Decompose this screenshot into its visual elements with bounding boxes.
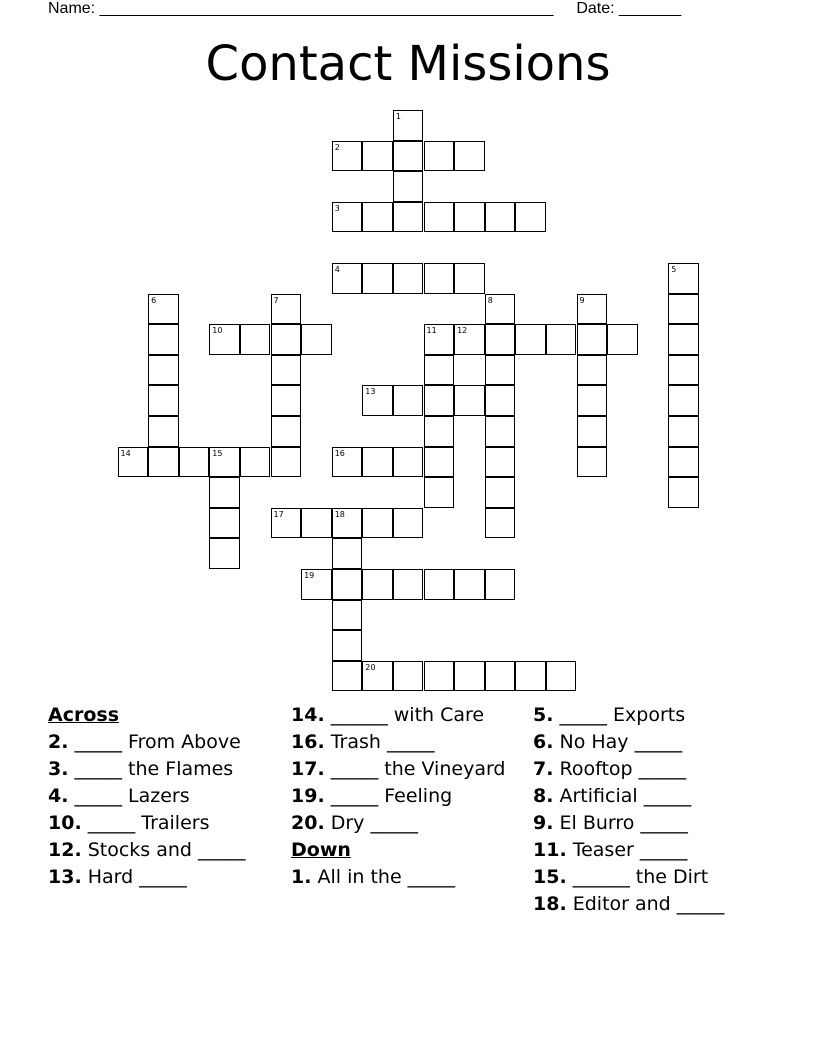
grid-cell[interactable] — [515, 661, 546, 692]
grid-cell[interactable] — [485, 508, 516, 539]
clue-across-14: 14. ______ with Care — [291, 704, 485, 726]
clue-down-9: 9. El Burro _____ — [533, 812, 688, 834]
grid-cell[interactable] — [546, 661, 577, 692]
grid-cell[interactable] — [424, 569, 455, 600]
name-blank[interactable]: ___________________________________________________ — [99, 0, 554, 17]
grid-cell[interactable] — [148, 416, 179, 447]
clue-down-7: 7. Rooftop _____ — [533, 758, 687, 780]
grid-cell[interactable] — [393, 263, 424, 294]
grid-cell[interactable] — [362, 202, 393, 233]
grid-cell[interactable] — [301, 569, 332, 600]
grid-cell[interactable] — [454, 661, 485, 692]
grid-cell[interactable] — [209, 538, 240, 569]
grid-cell[interactable] — [424, 355, 455, 386]
grid-cell[interactable] — [668, 477, 699, 508]
grid-cell[interactable] — [454, 569, 485, 600]
grid-cell[interactable] — [301, 508, 332, 539]
grid-cell[interactable] — [454, 202, 485, 233]
clue-number: 10 — [212, 326, 223, 336]
grid-cell[interactable] — [668, 263, 699, 294]
date-label: Date: — [576, 0, 615, 17]
clue-number: 20 — [365, 662, 376, 672]
grid-cell[interactable] — [332, 508, 363, 539]
grid-cell[interactable] — [424, 447, 455, 478]
grid-cell[interactable] — [515, 324, 546, 355]
grid-cell[interactable] — [393, 110, 424, 141]
grid-cell[interactable] — [668, 355, 699, 386]
grid-cell[interactable] — [424, 477, 455, 508]
grid-cell[interactable] — [271, 324, 302, 355]
down-heading: Down — [291, 839, 351, 861]
grid-cell[interactable] — [332, 661, 363, 692]
grid-cell[interactable] — [332, 630, 363, 661]
grid-cell[interactable] — [424, 141, 455, 172]
grid-cell[interactable] — [332, 202, 363, 233]
clue-down-8: 8. Artificial _____ — [533, 785, 692, 807]
grid-cell[interactable] — [577, 385, 608, 416]
grid-cell[interactable] — [209, 324, 240, 355]
grid-cell[interactable] — [332, 600, 363, 631]
grid-cell[interactable] — [271, 355, 302, 386]
grid-cell[interactable] — [485, 324, 516, 355]
clue-number: 15 — [212, 448, 223, 458]
grid-cell[interactable] — [485, 294, 516, 325]
page-title: Contact Missions — [205, 36, 611, 92]
grid-cell[interactable] — [424, 416, 455, 447]
grid-cell[interactable] — [485, 202, 516, 233]
clue-number: 16 — [334, 448, 345, 458]
grid-cell[interactable] — [240, 324, 271, 355]
clue-down-1: 1. All in the _____ — [291, 866, 456, 888]
grid-cell[interactable] — [393, 202, 424, 233]
grid-cell[interactable] — [607, 324, 638, 355]
grid-cell[interactable] — [424, 263, 455, 294]
grid-cell[interactable] — [271, 416, 302, 447]
clue-number: 13 — [365, 387, 376, 397]
grid-cell[interactable] — [332, 538, 363, 569]
grid-cell[interactable] — [271, 385, 302, 416]
grid-cell[interactable] — [424, 385, 455, 416]
grid-cell[interactable] — [332, 569, 363, 600]
grid-cell[interactable] — [393, 141, 424, 172]
grid-cell[interactable] — [148, 385, 179, 416]
grid-cell[interactable] — [454, 263, 485, 294]
grid-cell[interactable] — [424, 202, 455, 233]
clue-number: 5 — [671, 265, 677, 274]
grid-cell[interactable] — [577, 324, 608, 355]
clue-across-19: 19. _____ Feeling — [291, 785, 453, 807]
grid-cell[interactable] — [271, 294, 302, 325]
clue-down-11: 11. Teaser _____ — [533, 839, 688, 861]
grid-cell[interactable] — [668, 324, 699, 355]
across-heading: Across — [48, 704, 120, 726]
grid-cell[interactable] — [424, 661, 455, 692]
clues-column-1 — [48, 702, 273, 889]
grid-cell[interactable] — [485, 569, 516, 600]
grid-cell[interactable] — [301, 324, 332, 355]
grid-cell[interactable] — [454, 324, 485, 355]
grid-cell[interactable] — [209, 508, 240, 539]
grid-cell[interactable] — [362, 263, 393, 294]
grid-cell[interactable] — [485, 385, 516, 416]
grid-cell[interactable] — [424, 324, 455, 355]
grid-cell[interactable] — [485, 355, 516, 386]
grid-cell[interactable] — [332, 141, 363, 172]
grid-cell[interactable] — [148, 447, 179, 478]
clue-number: 12 — [457, 326, 468, 336]
grid-cell[interactable] — [393, 508, 424, 539]
grid-cell[interactable] — [240, 447, 271, 478]
clue-number: 4 — [334, 265, 340, 274]
clue-number: 11 — [426, 326, 437, 336]
grid-cell[interactable] — [668, 294, 699, 325]
clue-across-17: 17. _____ the Vineyard — [291, 758, 506, 780]
clue-down-5: 5. _____ Exports — [533, 704, 686, 726]
grid-cell[interactable] — [362, 569, 393, 600]
grid-cell[interactable] — [668, 416, 699, 447]
grid-cell[interactable] — [209, 447, 240, 478]
grid-cell[interactable] — [362, 141, 393, 172]
grid-cell[interactable] — [393, 569, 424, 600]
clue-across-4: 4. _____ Lazers — [48, 785, 190, 807]
grid-cell[interactable] — [485, 477, 516, 508]
clue-number: 18 — [334, 509, 345, 519]
grid-cell[interactable] — [577, 416, 608, 447]
date-blank[interactable]: _______ — [619, 0, 682, 17]
clue-number: 1 — [395, 112, 401, 121]
clue-down-18: 18. Editor and _____ — [533, 893, 725, 915]
grid-cell[interactable] — [485, 447, 516, 478]
grid-cell[interactable] — [179, 447, 210, 478]
clue-number: 19 — [304, 571, 315, 580]
clue-number: 9 — [579, 295, 585, 305]
clue-number: 2 — [334, 142, 340, 152]
clue-across-3: 3. _____ the Flames — [48, 758, 234, 780]
grid-cell[interactable] — [577, 447, 608, 478]
grid-cell[interactable] — [209, 477, 240, 508]
grid-cell[interactable] — [577, 294, 608, 325]
grid-cell[interactable] — [393, 385, 424, 416]
clue-number: 8 — [487, 295, 493, 305]
grid-cell[interactable] — [332, 447, 363, 478]
clue-number: 14 — [120, 448, 131, 458]
grid-cell[interactable] — [362, 661, 393, 692]
grid-cell[interactable] — [393, 661, 424, 692]
grid-cell[interactable] — [148, 355, 179, 386]
grid-cell[interactable] — [485, 661, 516, 692]
grid-cell[interactable] — [515, 202, 546, 233]
grid-cell[interactable] — [454, 385, 485, 416]
clue-across-2: 2. _____ From Above — [48, 731, 241, 753]
grid-cell[interactable] — [577, 355, 608, 386]
grid-cell[interactable] — [485, 416, 516, 447]
clues-column-2 — [291, 702, 516, 889]
grid-cell[interactable] — [332, 263, 363, 294]
grid-cell[interactable] — [393, 447, 424, 478]
grid-cell[interactable] — [118, 447, 149, 478]
grid-cell[interactable] — [148, 294, 179, 325]
grid-cell[interactable] — [668, 447, 699, 478]
grid-cell[interactable] — [362, 385, 393, 416]
grid-cell[interactable] — [454, 141, 485, 172]
name-label: Name: — [48, 0, 96, 17]
clue-across-10: 10. _____ Trailers — [48, 812, 210, 834]
clue-across-16: 16. Trash _____ — [291, 731, 435, 753]
grid-cell[interactable] — [271, 447, 302, 478]
clue-down-6: 6. No Hay _____ — [533, 731, 683, 753]
clue-number: 17 — [273, 509, 284, 519]
grid-cell[interactable] — [362, 447, 393, 478]
clue-across-12: 12. Stocks and _____ — [48, 839, 246, 861]
grid-cell[interactable] — [393, 171, 424, 202]
grid-cell[interactable] — [148, 324, 179, 355]
clues-column-3 — [533, 702, 773, 916]
grid-cell[interactable] — [668, 385, 699, 416]
clue-across-20: 20. Dry _____ — [291, 812, 418, 834]
clue-number: 6 — [151, 295, 157, 305]
grid-cell[interactable] — [362, 508, 393, 539]
grid-cell[interactable] — [546, 324, 577, 355]
clue-across-13: 13. Hard _____ — [48, 866, 187, 888]
clue-number: 7 — [273, 295, 279, 305]
grid-cell[interactable] — [271, 508, 302, 539]
clue-number: 3 — [334, 203, 340, 213]
clue-down-15: 15. ______ the Dirt — [533, 866, 709, 888]
